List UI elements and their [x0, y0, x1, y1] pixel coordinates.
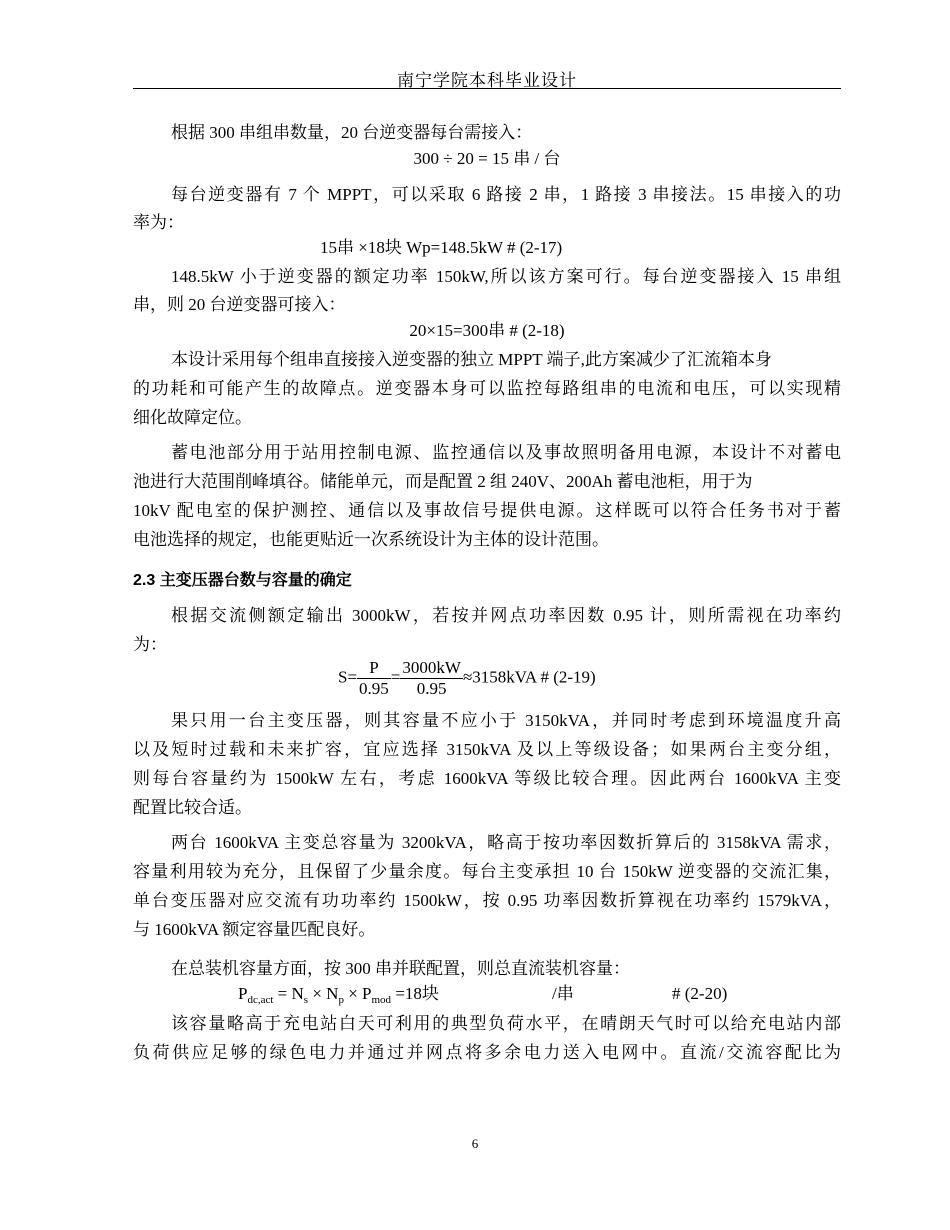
paragraph-line: 则每台容量约为 1500kW 左右，考虑 1600kVA 等级比较合理。因此两台 1600kVA 主变	[133, 769, 841, 788]
eq-subscript: dc,act	[247, 994, 274, 1006]
paragraph-line: 配置比较合适。	[133, 798, 252, 817]
eq-symbol: P	[238, 984, 248, 1003]
equation-2-19	[338, 658, 596, 699]
paragraph-line: 本设计采用每个组串直接接入逆变器的独立 MPPT 端子,此方案减少了汇流箱本身	[171, 350, 772, 369]
paragraph-line: 电池选择的规定，也能更贴近一次系统设计为主体的设计范围。	[133, 530, 609, 549]
eq-lhs: S=	[338, 667, 358, 687]
equation-2-20	[238, 983, 439, 1011]
equation-2-18: 20×15=300串 # (2-18)	[409, 321, 565, 340]
paragraph-line: 10kV 配电室的保护测控、通信以及事故信号提供电源。这样既可以符合任务书对于蓄	[133, 501, 841, 520]
paragraph-line: 该容量略高于充电站白天可利用的典型负荷水平，在晴朗天气时可以给充电站内部	[171, 1014, 841, 1033]
paragraph-line: 每台逆变器有 7 个 MPPT，可以采取 6 路接 2 串，1 路接 3 串接法。15 串接入的功	[171, 185, 841, 204]
eq-reference: # (2-20)	[672, 984, 728, 1003]
paragraph-line: 池进行大范围削峰填谷。储能单元，而是配置 2 组 240V、200Ah 蓄电池柜，用于为	[133, 472, 753, 491]
eq-term: × N	[308, 984, 339, 1003]
paragraph-line: 果只用一台主变压器，则其容量不应小于 3150kVA，并同时考虑到环境温度升高	[171, 711, 841, 730]
page-header: 南宁学院本科毕业设计	[397, 71, 577, 90]
page-number: 6	[471, 1136, 479, 1151]
paragraph-line: 以及短时过载和未来扩容，宜应选择 3150kVA 及以上等级设备；如果两台主变分组，	[133, 740, 841, 759]
eq-term: = N	[273, 984, 304, 1003]
eq-rhs: ≈3158kVA # (2-19)	[462, 667, 596, 687]
paragraph-line: 蓄电池部分用于站用控制电源、监控通信以及事故照明备用电源，本设计不对蓄电	[171, 443, 841, 462]
paragraph-line: 率为：	[133, 213, 184, 232]
fraction-denominator: 0.95	[359, 679, 389, 698]
eq-subscript: mod	[371, 994, 392, 1006]
paragraph-line: 单台变压器对应交流有功功率约 1500kW，按 0.95 功率因数折算视在功率约 1579kVA，	[133, 891, 841, 910]
paragraph-line: 细化故障定位。	[133, 408, 252, 427]
paragraph-line: 根据 300 串组串数量，20 台逆变器每台需接入：	[171, 123, 533, 142]
paragraph-line: 负荷供应足够的绿色电力并通过并网点将多余电力送入电网中。直流/交流容配比为	[133, 1043, 841, 1062]
header-rule	[133, 88, 841, 89]
eq-term: =18块	[391, 984, 439, 1003]
eq-subscript: s	[303, 994, 309, 1006]
fraction-numerator: 3000kW	[402, 658, 461, 677]
paragraph-line: 串，则 20 台逆变器可接入：	[133, 295, 346, 314]
paragraph-line: 148.5kW 小于逆变器的额定功率 150kW,所以该方案可行。每台逆变器接入 15 串组	[171, 267, 841, 286]
fraction	[357, 658, 391, 699]
eq-subscript: p	[338, 994, 344, 1006]
paragraph-line: 根据交流侧额定输出 3000kW，若按并网点功率因数 0.95 计，则所需视在功率约	[171, 606, 841, 625]
eq-unit: /串	[552, 984, 574, 1003]
eq-term: × P	[343, 984, 372, 1003]
eq-equals: =	[390, 667, 401, 687]
equation-2-16: 300 ÷ 20 = 15 串 / 台	[413, 149, 561, 168]
fraction	[400, 658, 463, 699]
paragraph-line: 与 1600kVA 额定容量匹配良好。	[133, 920, 376, 939]
fraction-denominator: 0.95	[416, 679, 447, 698]
paragraph-line: 的功耗和可能产生的故障点。逆变器本身可以监控每路组串的电流和电压，可以实现精	[133, 379, 841, 398]
paragraph-line: 在总装机容量方面，按 300 串并联配置，则总直流装机容量：	[171, 959, 630, 978]
fraction-numerator: P	[357, 658, 391, 679]
paragraph-line: 容量利用较为充分，且保留了少量余度。每台主变承担 10 台 150kW 逆变器的交流汇集，	[133, 862, 841, 881]
paragraph-line: 两台 1600kVA 主变总容量为 3200kVA，略高于按功率因数折算后的 3158kVA 需求，	[171, 833, 841, 852]
section-heading: 2.3 主变压器台数与容量的确定	[133, 572, 352, 589]
paragraph-line: 为：	[133, 635, 167, 654]
equation-2-17: 15串 ×18块 Wp=148.5kW # (2-17)	[320, 238, 563, 257]
